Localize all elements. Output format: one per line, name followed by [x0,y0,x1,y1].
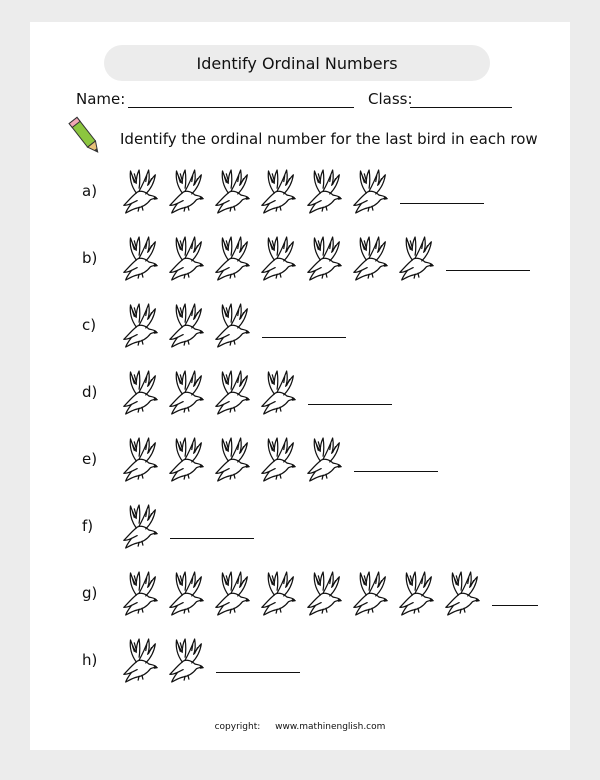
dove-icon [396,233,438,285]
dove-icon [120,367,162,419]
dove-icon [258,166,300,218]
answer-line[interactable] [446,270,530,271]
dove-icon [258,233,300,285]
name-answer-line[interactable] [128,107,354,108]
worksheet-title [104,45,490,81]
dove-icon [120,233,162,285]
bird-row [30,501,570,557]
dove-icon [258,367,300,419]
row-label: f) [82,517,94,535]
answer-line[interactable] [308,404,392,405]
bird-row [30,434,570,490]
worksheet-page [30,22,570,750]
row-label: e) [82,450,98,468]
dove-icon [120,568,162,620]
dove-icon [304,233,346,285]
copyright-label: copyright: [214,722,261,732]
dove-icon [166,434,208,486]
bird-row [30,233,570,289]
dove-icon [120,501,162,553]
dove-icon [166,367,208,419]
dove-icon [166,166,208,218]
dove-icon [166,300,208,352]
dove-icon [120,635,162,687]
dove-icon [304,166,346,218]
website-link[interactable]: www.mathinenglish.com [275,722,386,732]
dove-icon [120,300,162,352]
row-label: h) [82,651,98,669]
footer [30,722,570,732]
bird-row [30,300,570,356]
bird-row [30,166,570,222]
class-label: Class: [368,90,413,108]
answer-line[interactable] [492,605,538,606]
bird-row [30,635,570,691]
pencil-icon [66,114,106,160]
row-label: g) [82,584,98,602]
answer-line[interactable] [170,538,254,539]
dove-icon [350,568,392,620]
dove-icon [212,568,254,620]
dove-icon [166,568,208,620]
dove-icon [212,233,254,285]
row-label: d) [82,383,98,401]
answer-line[interactable] [400,203,484,204]
dove-icon [212,367,254,419]
bird-row [30,568,570,624]
row-label: a) [82,182,98,200]
dove-icon [212,166,254,218]
answer-line[interactable] [354,471,438,472]
dove-icon [258,568,300,620]
dove-icon [304,434,346,486]
dove-icon [212,434,254,486]
dove-icon [166,635,208,687]
answer-line[interactable] [262,337,346,338]
answer-line[interactable] [216,672,300,673]
dove-icon [166,233,208,285]
dove-icon [396,568,438,620]
row-label: b) [82,249,98,267]
dove-icon [304,568,346,620]
name-label: Name: [76,90,126,108]
student-info-row [76,88,526,110]
instruction-text: Identify the ordinal number for the last bird in each row [120,130,538,148]
dove-icon [212,300,254,352]
dove-icon [350,233,392,285]
row-label: c) [82,316,97,334]
dove-icon [350,166,392,218]
dove-icon [258,434,300,486]
dove-icon [442,568,484,620]
title-text: Identify Ordinal Numbers [196,53,398,73]
bird-row [30,367,570,423]
dove-icon [120,434,162,486]
dove-icon [120,166,162,218]
class-answer-line[interactable] [410,107,512,108]
